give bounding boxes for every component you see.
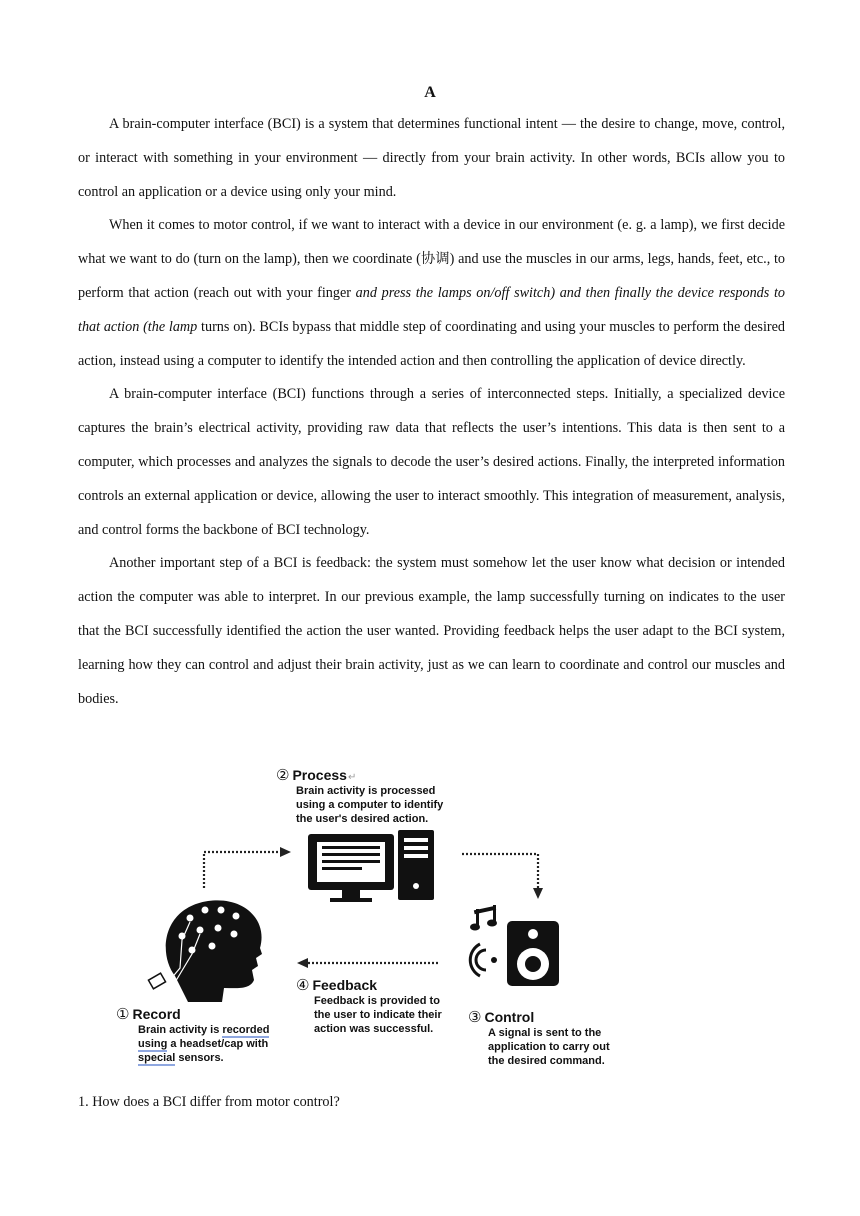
feedback-line: the user to indicate their xyxy=(314,1009,442,1021)
record-text: a headset/cap with xyxy=(167,1038,269,1050)
music-note-icon xyxy=(470,905,497,931)
record-title: Record xyxy=(132,1006,181,1022)
paragraph-4: Another important step of a BCI is feedback: the system must somehow let the user know what decision or intended action the computer was able to interpret. In our previous example, the lamp successfully turning on indicates to the user that the BCI successfully identified the action the user wanted. Providing feedback helps the user adapt to the BCI system, learning how they can control and adjust their brain activity, just as we can learn to coordinate and control our muscles and bodies. xyxy=(78,555,785,707)
record-text-underlined: special xyxy=(138,1052,176,1064)
bci-diagram xyxy=(110,758,630,1074)
paragraph-2-italic: and press the lamps on/off switch) and then finally the device responds to that action (the lamp xyxy=(78,284,785,335)
record-description xyxy=(138,1023,269,1065)
process-title: Process xyxy=(292,767,347,783)
process-to-control-arrow xyxy=(462,854,538,888)
arrowhead-right xyxy=(280,847,291,857)
passage xyxy=(78,108,785,716)
feedback-title: Feedback xyxy=(312,977,378,993)
question-1: 1. How does a BCI differ from motor control? xyxy=(78,1094,340,1110)
process-step xyxy=(276,766,443,826)
control-number: ③ xyxy=(468,1009,482,1026)
process-line: using a computer to identify xyxy=(296,799,444,811)
return-mark: ↵ xyxy=(347,772,357,783)
feedback-number: ④ xyxy=(296,977,310,994)
process-description xyxy=(296,784,443,826)
control-line: application to carry out xyxy=(488,1041,610,1053)
process-number: ② xyxy=(276,767,290,784)
computer-icon xyxy=(308,830,434,902)
record-step xyxy=(116,1005,269,1065)
control-line: the desired command. xyxy=(488,1055,605,1067)
record-number: ① xyxy=(116,1006,130,1023)
paragraph-3: A brain-computer interface (BCI) functions through a series of interconnected steps. Initially, a specialized device captures the brain’s electrical activity, providing raw data that reflects the user’s intentions. This data is then sent to a computer, which processes and analyzes the signals to decode the user’s desired actions. Finally, the interpreted information controls an external application or device, allowing the user to interact smoothly. This integration of measurement, analysis, and control forms the backbone of BCI technology. xyxy=(78,386,785,538)
record-to-process-arrow xyxy=(204,852,280,888)
record-text: sensors. xyxy=(175,1052,224,1064)
page-title: A xyxy=(424,84,436,101)
record-text: Brain activity is xyxy=(138,1024,223,1036)
arrowhead-down xyxy=(533,888,543,899)
process-line: the user's desired action. xyxy=(296,813,429,825)
feedback-step xyxy=(296,976,442,1036)
record-text-underlined: recorded xyxy=(222,1024,270,1036)
sound-wave-icon xyxy=(470,944,497,976)
paragraph-1: A brain-computer interface (BCI) is a system that determines functional intent — the desire to change, move, control, or interact with something in your environment — directly from your brain activity. In other words, BCIs allow you to control an application or a device using only your mind. xyxy=(78,116,785,200)
control-description xyxy=(488,1026,610,1068)
paragraph-2-part-b: turns on). BCIs bypass that middle step of coordinating and using your muscles to perform the desired action, instead using a computer to identify the intended action and then controlling the application of device directly. xyxy=(78,318,786,369)
feedback-line: action was successful. xyxy=(314,1023,434,1035)
control-step xyxy=(468,1008,610,1068)
process-line: Brain activity is processed xyxy=(296,785,436,797)
control-title: Control xyxy=(484,1009,535,1025)
control-line: A signal is sent to the xyxy=(488,1027,602,1039)
head-with-electrodes-icon xyxy=(148,900,262,1002)
arrowhead-left xyxy=(297,958,308,968)
paragraph-2-part-a: When it comes to motor control, if we want to interact with a device in our environment (e. g. a lamp), we first decide what we want to do (turn on the lamp), then we coordinate (协调) and use the muscles in our arms, legs, hands, feet, etc., to perform that action (reach out with your finger xyxy=(78,217,785,301)
record-text-underlined: using xyxy=(138,1038,168,1050)
feedback-description xyxy=(314,994,442,1036)
feedback-line: Feedback is provided to xyxy=(314,995,440,1007)
paragraph-2 xyxy=(78,209,785,378)
speaker-icon xyxy=(507,921,559,986)
